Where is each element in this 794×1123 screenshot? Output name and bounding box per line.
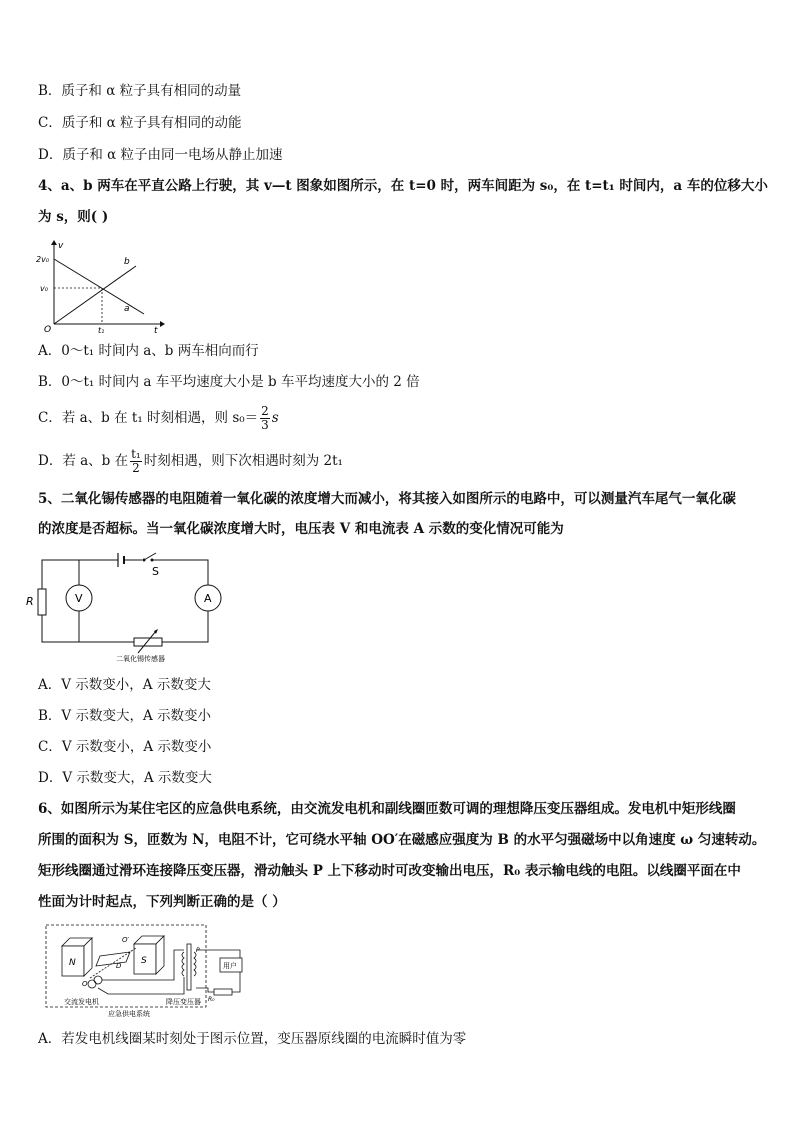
magnet-s-label: S <box>141 956 147 966</box>
ammeter-label: A <box>204 592 212 605</box>
q5-option-b: B．V 示数变大，A 示数变小 <box>38 708 212 724</box>
q4-stem-line1: 4、a、b 两车在平直公路上行驶，其 v—t 图象如图所示，在 t=0 时，两车间距为 s₀，在 t=t₁ 时间内，a 车的位移大小 <box>38 178 768 194</box>
q4-option-a: A．0～t₁ 时间内 a、b 两车相向而行 <box>38 343 259 359</box>
q4-option-c-text: C．若 a、b 在 t₁ 时刻相遇，则 s₀＝ <box>38 410 259 426</box>
transformer-core <box>187 944 191 990</box>
q4-option-c <box>38 402 279 434</box>
q3-option-b: B．质子和 α 粒子具有相同的动量 <box>38 83 242 99</box>
q6-stem-line4: 性面为计时起点，下列判断正确的是（ ） <box>38 894 286 910</box>
q6-option-a: A．若发电机线圈某时刻处于图示位置，变压器原线圈的电流瞬时值为零 <box>38 1031 467 1047</box>
q5-stem-line2: 的浓度是否超标。当一氧化碳浓度增大时，电压表 V 和电流表 A 示数的变化情况可能为 <box>38 521 564 537</box>
q6-stem-line1: 6、如图所示为某住宅区的应急供电系统，由交流发电机和副线圈匝数可调的理想降压变压器组成。发电机中矩形线圈 <box>38 801 736 817</box>
resistor-label: R <box>26 595 34 608</box>
label-o-prime: O′ <box>122 936 130 944</box>
q4-option-c-var: s <box>271 410 279 426</box>
tick-t1: t₁ <box>98 326 105 335</box>
user-label: 用户 <box>223 962 237 970</box>
vt-graph <box>36 238 166 334</box>
q5-stem-line1: 5、二氧化锡传感器的电阻随着一氧化碳的浓度增大而减小，将其接入如图所示的电路中，可以测量汽车尾气一氧化碳 <box>38 491 736 507</box>
q5-option-a: A．V 示数变小，A 示数变大 <box>38 677 211 693</box>
tick-2v0: 2v₀ <box>36 255 50 264</box>
q6-stem-line2: 所围的面积为 S，匝数为 N，电阻不计，它可绕水平轴 OO′在磁感应强度为 B 的水平匀强磁场中以角速度 ω 匀速转动。 <box>38 832 766 848</box>
resistor-r0 <box>214 989 232 995</box>
label-p: P <box>196 947 200 954</box>
line-b-label: b <box>124 257 130 267</box>
circuit-diagram <box>26 545 234 665</box>
q3-option-d: D．质子和 α 粒子由同一电场从静止加速 <box>38 147 283 163</box>
q4-option-d <box>38 445 343 477</box>
q6-stem-line3: 矩形线圈通过滑环连接降压变压器，滑动触头 P 上下移动时可改变输出电压，R₀ 表示输电线的电阻。以线圈平面在中 <box>38 863 741 879</box>
power-supply-figure <box>44 922 250 1018</box>
line-b <box>54 266 136 324</box>
tin-dioxide-sensor <box>134 638 162 646</box>
fraction-denominator: 3 <box>261 418 269 432</box>
fraction-denominator: 2 <box>132 461 140 475</box>
fraction-numerator: 2 <box>261 404 269 418</box>
q4-option-d-fraction <box>130 448 142 475</box>
sensor-label: 二氧化锡传感器 <box>116 655 165 663</box>
voltmeter-label: V <box>75 592 83 605</box>
label-o: O <box>82 980 88 988</box>
v-axis-label: v <box>58 241 64 251</box>
q4-stem-line2: 为 s，则( ) <box>38 209 109 225</box>
origin-label: O <box>44 325 52 335</box>
q4-option-d-text: D．若 a、b 在 <box>38 453 129 469</box>
label-d: D <box>116 962 122 970</box>
q4-option-c-fraction <box>260 405 270 432</box>
tick-v0: v₀ <box>40 284 48 293</box>
q4-option-b: B．0～t₁ 时间内 a 车平均速度大小是 b 车平均速度大小的 2 倍 <box>38 374 420 390</box>
system-caption: 应急供电系统 <box>108 1010 150 1018</box>
transformer-caption: 降压变压器 <box>166 998 201 1006</box>
label-r0: R₀ <box>208 996 215 1003</box>
q4-option-d-text2: 时刻相遇，则下次相遇时刻为 2t₁ <box>143 453 343 469</box>
rectangular-coil <box>96 952 130 966</box>
resistor-r <box>38 589 46 615</box>
generator-caption: 交流发电机 <box>64 998 99 1006</box>
magnet-n-label: N <box>69 958 76 968</box>
line-a-label: a <box>124 304 130 314</box>
t-axis-label: t <box>154 326 158 336</box>
q3-option-c: C．质子和 α 粒子具有相同的动能 <box>38 115 242 131</box>
line-a <box>54 259 144 314</box>
q5-option-c: C．V 示数变小，A 示数变小 <box>38 739 212 755</box>
q5-option-d: D．V 示数变大，A 示数变大 <box>38 770 212 786</box>
switch-label: S <box>152 565 159 578</box>
fraction-numerator: t₁ <box>131 447 141 461</box>
